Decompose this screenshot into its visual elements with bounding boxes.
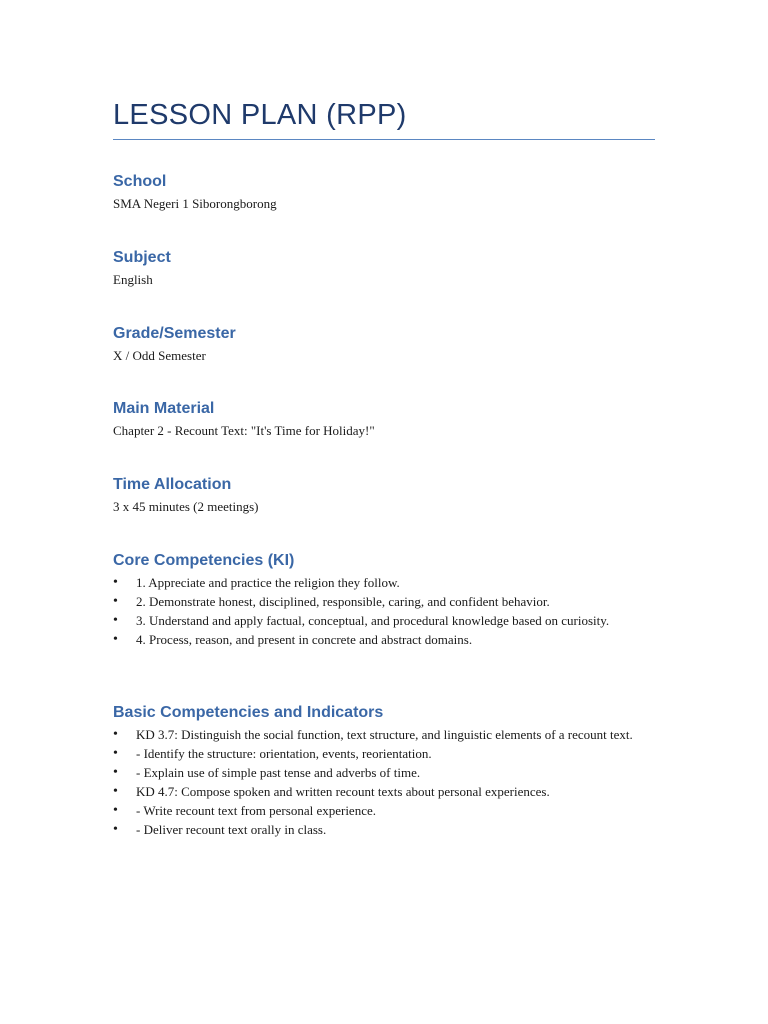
list-item-text: 3. Understand and apply factual, conceptual, and procedural knowledge based on curiosity. <box>136 613 610 628</box>
list-item <box>113 611 642 630</box>
list-item <box>113 820 642 839</box>
section-school <box>113 171 655 213</box>
grade-heading: Grade/Semester <box>113 325 236 342</box>
section-grade <box>113 323 655 365</box>
bullet-icon: • <box>113 632 118 647</box>
list-item-text: - Identify the structure: orientation, events, reorientation. <box>136 746 432 761</box>
core-competencies-list <box>113 573 655 649</box>
main-material-heading: Main Material <box>113 400 215 417</box>
school-value: SMA Negeri 1 Siborongborong <box>113 196 277 211</box>
list-item <box>113 725 642 744</box>
section-basic-competencies <box>113 702 655 839</box>
bullet-icon: • <box>113 594 118 609</box>
list-item <box>113 573 642 592</box>
list-item-text: KD 4.7: Compose spoken and written recount texts about personal experiences. <box>136 784 550 799</box>
subject-heading: Subject <box>113 249 171 266</box>
list-item <box>113 630 642 649</box>
title-underline-rule <box>113 139 655 140</box>
list-item-text: - Explain use of simple past tense and adverbs of time. <box>136 765 421 780</box>
basic-competencies-list <box>113 725 655 839</box>
bullet-icon: • <box>113 765 118 780</box>
bullet-icon: • <box>113 727 118 742</box>
bullet-icon: • <box>113 822 118 837</box>
bullet-icon: • <box>113 784 118 799</box>
list-item-text: 1. Appreciate and practice the religion they follow. <box>136 575 400 590</box>
bullet-icon: • <box>113 613 118 628</box>
list-item-text: - Write recount text from personal experience. <box>136 803 376 818</box>
time-allocation-value: 3 x 45 minutes (2 meetings) <box>113 499 259 514</box>
grade-value: X / Odd Semester <box>113 348 206 363</box>
core-competencies-heading: Core Competencies (KI) <box>113 552 295 569</box>
time-allocation-heading: Time Allocation <box>113 476 232 493</box>
bullet-icon: • <box>113 575 118 590</box>
basic-competencies-heading: Basic Competencies and Indicators <box>113 704 384 721</box>
list-item-text: 2. Demonstrate honest, disciplined, responsible, caring, and confident behavior. <box>136 594 550 609</box>
section-core-competencies <box>113 550 655 649</box>
document-title: LESSON PLAN (RPP) <box>113 99 407 131</box>
school-heading: School <box>113 173 167 190</box>
bullet-icon: • <box>113 746 118 761</box>
list-item-text: KD 3.7: Distinguish the social function, text structure, and linguistic elements of a recount text. <box>136 727 633 742</box>
section-subject <box>113 247 655 289</box>
section-time-allocation <box>113 474 655 516</box>
bullet-icon: • <box>113 803 118 818</box>
list-item <box>113 763 642 782</box>
list-item <box>113 782 642 801</box>
list-item-text: 4. Process, reason, and present in concrete and abstract domains. <box>136 632 473 647</box>
list-item-text: - Deliver recount text orally in class. <box>136 822 327 837</box>
main-material-value: Chapter 2 - Recount Text: "It's Time for Holiday!" <box>113 423 375 438</box>
section-main-material <box>113 398 655 440</box>
list-item <box>113 592 642 611</box>
list-item <box>113 744 642 763</box>
subject-value: English <box>113 272 153 287</box>
list-item <box>113 801 642 820</box>
